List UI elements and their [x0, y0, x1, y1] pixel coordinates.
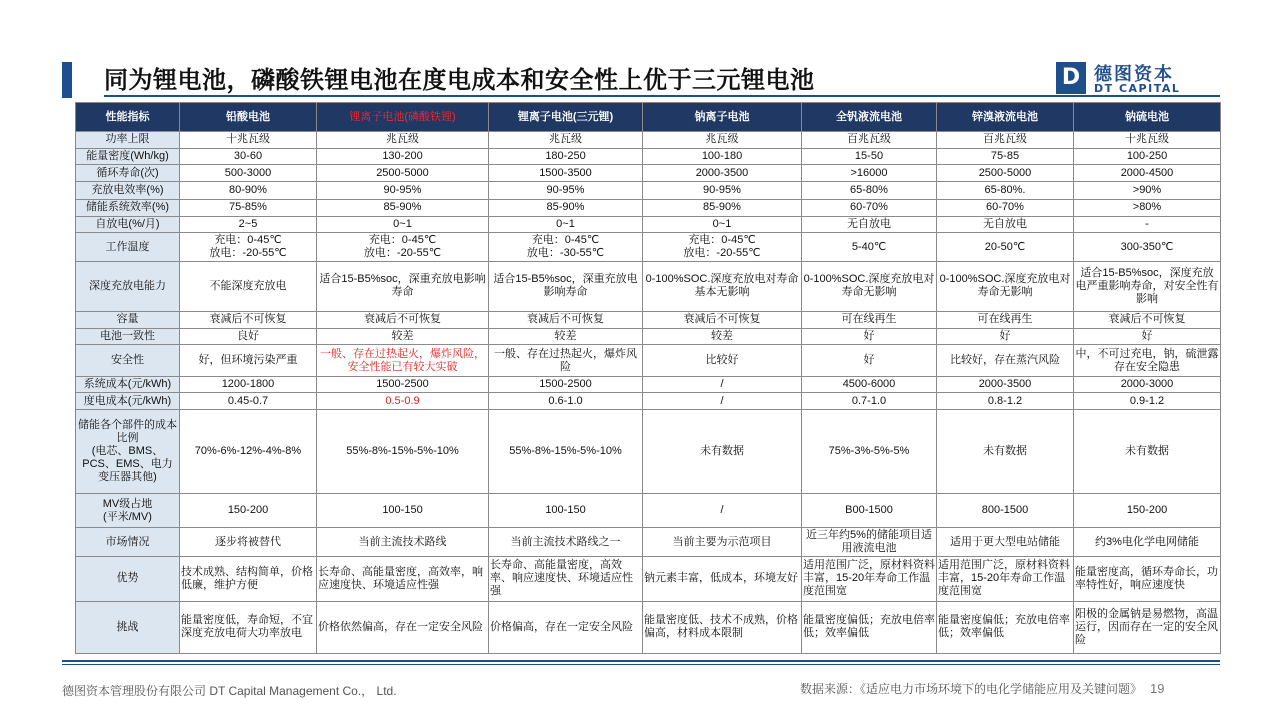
table-cell: 130-200: [317, 148, 489, 165]
table-row: [76, 493, 1221, 528]
table-cell: 一般、存在过热起火，爆炸风险，安全性能已有较大实破: [317, 345, 489, 376]
table-cell: 300-350℃: [1074, 233, 1221, 261]
footer-rule: [62, 660, 1220, 662]
table-cell: 价格依然偏高，存在一定安全风险: [317, 601, 489, 653]
table-cell: 当前主流技术路线: [317, 528, 489, 556]
table-cell: 一般、存在过热起火，爆炸风险: [489, 345, 643, 376]
table-cell: 近三年约5%的储能项目适用液流电池: [802, 528, 937, 556]
header-cell: 锌溴液流电池: [937, 103, 1074, 132]
table-cell: 可在线再生: [937, 311, 1074, 328]
table-cell: 500-3000: [180, 165, 317, 182]
table-cell: 兆瓦级: [643, 132, 802, 149]
row-label-cell: 安全性: [76, 345, 180, 376]
header-cell: 钠硫电池: [1074, 103, 1221, 132]
table-cell: 无自放电: [802, 216, 937, 233]
table-cell: 兆瓦级: [489, 132, 643, 149]
table-cell: 适用范围广泛，原材料资料丰富，15-20年寿命工作温度范围宽: [937, 556, 1074, 601]
table-cell: 可在线再生: [802, 311, 937, 328]
table-cell: 85-90%: [489, 199, 643, 216]
brand-logo: [1056, 60, 1216, 96]
table-cell: 1500-2500: [489, 376, 643, 393]
table-cell: 65-80%: [802, 182, 937, 200]
row-label-cell: 功率上限: [76, 132, 180, 149]
table-cell: 逐步将被替代: [180, 528, 317, 556]
table-cell: 阳极的金属钠是易燃物，高温运行，因而存在一定的安全风险: [1074, 601, 1221, 653]
table-cell: 75-85%: [180, 199, 317, 216]
table-cell: 约3%电化学电网储能: [1074, 528, 1221, 556]
table-cell: 无自放电: [937, 216, 1074, 233]
table-cell: 2000-4500: [1074, 165, 1221, 182]
table-cell: 85-90%: [643, 199, 802, 216]
row-label-cell: 挑战: [76, 601, 180, 653]
table-cell: 0.5-0.9: [317, 393, 489, 410]
table-cell: 充电：0-45℃ 放电：-20-55℃: [317, 233, 489, 261]
table-cell: B00-1500: [802, 493, 937, 528]
table-cell: 90-95%: [643, 182, 802, 200]
row-label-cell: 电池一致性: [76, 328, 180, 345]
table-cell: -: [1074, 216, 1221, 233]
table-cell: 70%-6%-12%-4%-8%: [180, 410, 317, 494]
table-cell: 0-100%SOC.深度充放电对寿命基本无影响: [643, 261, 802, 311]
row-label-cell: 充放电效率(%): [76, 182, 180, 200]
table-cell: 长寿命、高能量密度，高效率、响应速度快、环境适应性强: [489, 556, 643, 601]
table-cell: 好: [937, 328, 1074, 345]
row-label-cell: MV级占地 (平米/MV): [76, 493, 180, 528]
table-cell: 2000-3000: [1074, 376, 1221, 393]
page-number: 19: [1150, 681, 1165, 696]
table-cell: 0.7-1.0: [802, 393, 937, 410]
row-label-cell: 市场情况: [76, 528, 180, 556]
table-cell: 比较好，存在蒸汽风险: [937, 345, 1074, 376]
table-row: [76, 311, 1221, 328]
row-label-cell: 优势: [76, 556, 180, 601]
table-header-row: [76, 103, 1221, 132]
table-cell: 4500-6000: [802, 376, 937, 393]
table-cell: 90-95%: [489, 182, 643, 200]
table-cell: 75-85: [937, 148, 1074, 165]
table-cell: 2~5: [180, 216, 317, 233]
table-row: [76, 376, 1221, 393]
table-cell: 好: [802, 345, 937, 376]
table-cell: 钠元素丰富，低成本，环境友好: [643, 556, 802, 601]
table-cell: 2500-5000: [937, 165, 1074, 182]
table-cell: 0.45-0.7: [180, 393, 317, 410]
table-row: [76, 216, 1221, 233]
source-text: 数据来源：《适应电力市场环境下的电化学储能应用及关键问题》: [800, 682, 1143, 696]
logo-english-name: DT CAPITAL: [1094, 82, 1181, 95]
table-cell: 良好: [180, 328, 317, 345]
table-cell: /: [643, 376, 802, 393]
table-cell: 好: [802, 328, 937, 345]
table-cell: 60-70%: [802, 199, 937, 216]
header-cell: 锂离子电池(三元锂): [489, 103, 643, 132]
data-source: [800, 680, 1164, 697]
table-cell: 0.8-1.2: [937, 393, 1074, 410]
table-cell: 0.9-1.2: [1074, 393, 1221, 410]
table-cell: 100-180: [643, 148, 802, 165]
table-cell: 0~1: [317, 216, 489, 233]
table-cell: 0~1: [489, 216, 643, 233]
table-cell: 85-90%: [317, 199, 489, 216]
table-row: [76, 410, 1221, 494]
table-cell: 能量密度高，循环寿命长，功率特性好，响应速度快: [1074, 556, 1221, 601]
table-cell: 好: [1074, 328, 1221, 345]
table-cell: 衰减后不可恢复: [643, 311, 802, 328]
table-cell: 当前主流技术路线之一: [489, 528, 643, 556]
footer-rule-thin: [62, 664, 1220, 665]
table-cell: 衰减后不可恢复: [1074, 311, 1221, 328]
header-cell: 锂离子电池(磷酸铁锂): [317, 103, 489, 132]
table-cell: 1200-1800: [180, 376, 317, 393]
table-cell: 0-100%SOC.深度充放电对寿命无影响: [937, 261, 1074, 311]
table-cell: 充电：0-45℃ 放电：-20-55℃: [180, 233, 317, 261]
title-accent-bar: [62, 62, 72, 98]
table-cell: 能量密度低、技术不成熟，价格偏高，材料成本限制: [643, 601, 802, 653]
table-cell: 价格偏高，存在一定安全风险: [489, 601, 643, 653]
table-cell: 较差: [317, 328, 489, 345]
table-cell: 好，但环境污染严重: [180, 345, 317, 376]
header-cell: 钠离子电池: [643, 103, 802, 132]
company-name: 德图资本管理股份有限公司 DT Capital Management Co.， Ltd.: [62, 684, 397, 698]
table-cell: 适用范围广泛，原材料资料丰富，15-20年寿命工作温度范围宽: [802, 556, 937, 601]
page-title: 同为锂电池，磷酸铁锂电池在度电成本和安全性上优于三元锂电池: [104, 66, 815, 94]
table-cell: 30-60: [180, 148, 317, 165]
table-cell: 75%-3%-5%-5%: [802, 410, 937, 494]
row-label-cell: 储能各个部件的成本比例 (电芯、BMS、PCS、EMS、电力变压器其他): [76, 410, 180, 494]
table-cell: 0-100%SOC.深度充放电对寿命无影响: [802, 261, 937, 311]
table-row: [76, 556, 1221, 601]
table-row: [76, 601, 1221, 653]
row-label-cell: 能量密度(Wh/kg): [76, 148, 180, 165]
table-cell: 充电：0-45℃ 放电：-30-55℃: [489, 233, 643, 261]
table-cell: 150-200: [1074, 493, 1221, 528]
table-cell: /: [643, 493, 802, 528]
row-label-cell: 工作温度: [76, 233, 180, 261]
table-cell: 180-250: [489, 148, 643, 165]
table-cell: 百兆瓦级: [802, 132, 937, 149]
table-cell: 60-70%: [937, 199, 1074, 216]
table-row: [76, 528, 1221, 556]
table-row: [76, 132, 1221, 149]
table-cell: 800-1500: [937, 493, 1074, 528]
table-cell: 5-40℃: [802, 233, 937, 261]
row-label-cell: 深度充放电能力: [76, 261, 180, 311]
table-cell: 衰减后不可恢复: [489, 311, 643, 328]
table-cell: 较差: [489, 328, 643, 345]
row-label-cell: 储能系统效率(%): [76, 199, 180, 216]
table-cell: 适合15-B5%soc，深度充放电严重影响寿命，对安全性有影响: [1074, 261, 1221, 311]
table-cell: 55%-8%-15%-5%-10%: [489, 410, 643, 494]
row-label-cell: 系统成本(元/kWh): [76, 376, 180, 393]
row-label-cell: 容量: [76, 311, 180, 328]
table-cell: 充电：0-45℃ 放电：-20-55℃: [643, 233, 802, 261]
table-cell: 未有数据: [643, 410, 802, 494]
header-cell: 性能指标: [76, 103, 180, 132]
table-cell: 1500-3500: [489, 165, 643, 182]
table-cell: 当前主要为示范项目: [643, 528, 802, 556]
table-cell: 适合15-B5%soc，深重充放电影响寿命: [317, 261, 489, 311]
table-cell: 十兆瓦级: [180, 132, 317, 149]
title-underline: [104, 95, 1220, 97]
table-cell: 能量密度偏低；充放电倍率低；效率偏低: [802, 601, 937, 653]
row-label-cell: 自放电(%/月): [76, 216, 180, 233]
table-cell: 十兆瓦级: [1074, 132, 1221, 149]
table-cell: >90%: [1074, 182, 1221, 200]
table-cell: 0.6-1.0: [489, 393, 643, 410]
table-row: [76, 261, 1221, 311]
table-cell: 100-250: [1074, 148, 1221, 165]
table-cell: 能量密度偏低；充放电倍率低；效率偏低: [937, 601, 1074, 653]
table-cell: 百兆瓦级: [937, 132, 1074, 149]
table-cell: 能量密度低，寿命短，不宜深度充放电荷大功率放电: [180, 601, 317, 653]
table-cell: 65-80%.: [937, 182, 1074, 200]
table-cell: 不能深度充放电: [180, 261, 317, 311]
table-cell: 100-150: [489, 493, 643, 528]
table-row: [76, 165, 1221, 182]
table-cell: 2000-3500: [643, 165, 802, 182]
table-cell: 中，不可过充电，钠，硫泄露存在安全隐患: [1074, 345, 1221, 376]
table-cell: 未有数据: [1074, 410, 1221, 494]
table-cell: 15-50: [802, 148, 937, 165]
table-row: [76, 393, 1221, 410]
table-cell: 适合15-B5%soc，深重充放电影响寿命: [489, 261, 643, 311]
table-cell: 80-90%: [180, 182, 317, 200]
table-cell: 比较好: [643, 345, 802, 376]
table-cell: 0~1: [643, 216, 802, 233]
header-cell: 铅酸电池: [180, 103, 317, 132]
battery-comparison-table: [75, 102, 1221, 654]
table-cell: 20-50℃: [937, 233, 1074, 261]
table-cell: 2500-5000: [317, 165, 489, 182]
table-cell: 未有数据: [937, 410, 1074, 494]
table-cell: 长寿命、高能量密度，高效率，响应速度快、环境适应性强: [317, 556, 489, 601]
table-cell: 技术成熟、结构简单，价格低廉，维护方便: [180, 556, 317, 601]
table-row: [76, 328, 1221, 345]
table-cell: 衰减后不可恢复: [317, 311, 489, 328]
logo-chinese-name: 德图资本: [1094, 64, 1174, 85]
table-cell: >80%: [1074, 199, 1221, 216]
row-label-cell: 循环寿命(次): [76, 165, 180, 182]
table-row: [76, 148, 1221, 165]
header-cell: 全钒液流电池: [802, 103, 937, 132]
table-cell: 90-95%: [317, 182, 489, 200]
table-row: [76, 345, 1221, 376]
table-row: [76, 199, 1221, 216]
table-row: [76, 182, 1221, 200]
table-cell: 衰减后不可恢复: [180, 311, 317, 328]
table-cell: 适用于更大型电站储能: [937, 528, 1074, 556]
table-cell: 150-200: [180, 493, 317, 528]
table-cell: 55%-8%-15%-5%-10%: [317, 410, 489, 494]
row-label-cell: 度电成本(元/kWh): [76, 393, 180, 410]
table-cell: 较差: [643, 328, 802, 345]
table-cell: 1500-2500: [317, 376, 489, 393]
table-cell: 2000-3500: [937, 376, 1074, 393]
table-row: [76, 233, 1221, 261]
table-cell: >16000: [802, 165, 937, 182]
table-cell: 兆瓦级: [317, 132, 489, 149]
logo-mark-icon: D: [1056, 62, 1086, 94]
table-cell: 100-150: [317, 493, 489, 528]
table-cell: /: [643, 393, 802, 410]
